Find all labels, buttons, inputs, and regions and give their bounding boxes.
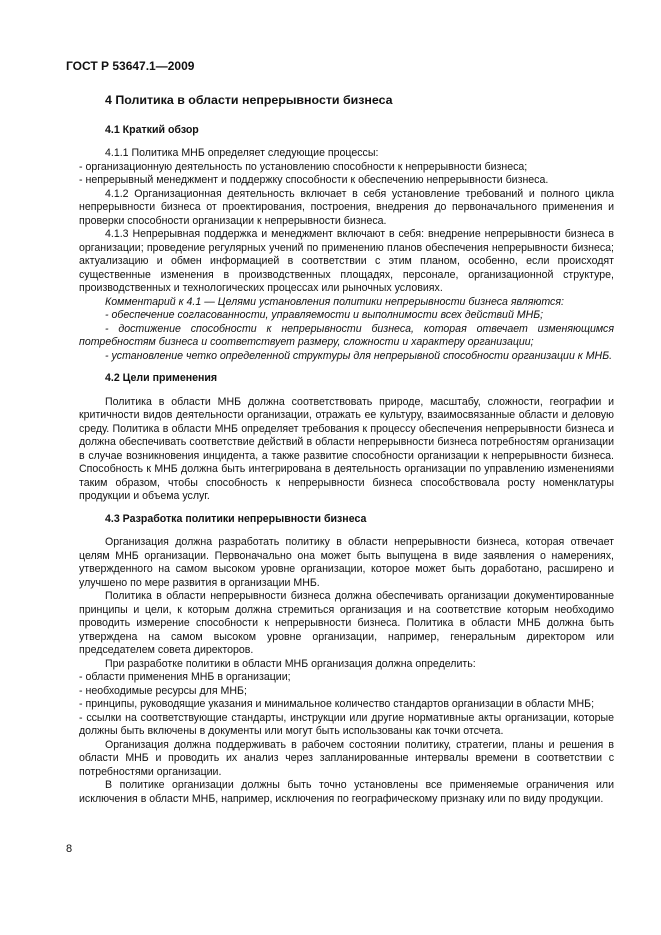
list-item: - ссылки на соответствующие стандарты, инструкции или другие нормативные акты организации, которые должны быть включены в документы или могут быть использованы как точки отсчета.	[79, 711, 614, 737]
paragraph: Политика в области МНБ должна соответствовать природе, масштабу, сложности, географии и критичности видов деятельности организации, отражать ее культуру, взаимосвязанные области и деловую среду. Политика в области МНБ определяет требования к процессу обеспечения непрерывности бизнеса и должна обеспечивать соответствие действий в области непрерывности бизнеса потребностям организации в случае возникновения инцидента, а также развитие способности организации к непрерывности бизнеса. Способность к МНБ должна быть интегрирована в деятельность организации по управлению изменениями таким образом, чтобы способность к непрерывности бизнеса способствовала росту номенклатуры продукции и объема услуг.	[79, 395, 614, 502]
paragraph: В политике организации должны быть точно установлены все применяемые ограничения или исключения в области МНБ, например, исключения по географическому признаку или по виду продукции.	[79, 779, 614, 805]
section-4-title: 4 Политика в области непрерывности бизнеса	[105, 93, 393, 107]
comment-item: - установление четко определенной структуры для непрерывной способности организации к МНБ.	[105, 349, 613, 362]
comment-item: - обеспечение согласованности, управляемости и выполнимости всех действий МНБ;	[105, 309, 544, 321]
document-header: ГОСТ Р 53647.1—2009	[66, 59, 195, 73]
paragraph: 4.1.2 Организационная деятельность включает в себя установление требований и полного цикла непрерывности бизнеса от проектирования, построения, внедрения до первоначального применения и проверки способности организации к непрерывности бизнеса.	[79, 187, 614, 227]
paragraph: 4.1.3 Непрерывная поддержка и менеджмент включают в себя: внедрение непрерывности бизнеса в организации; проведение регулярных учений по применению планов обеспечения непрерывности бизнеса; актуализацию и обмен информацией в соответствии с этим планом, особенно, если происходят существенные изменения в производственных площадях, персонале, организационной структуре, производственных и технологических процессах или рыночных условиях.	[79, 228, 614, 294]
list-item: - области применения МНБ в организации;	[79, 671, 291, 683]
comment-title: Комментарий к 4.1 — Целями установления политики непрерывности бизнеса являются:	[105, 295, 564, 308]
section-4-1-title: 4.1 Краткий обзор	[105, 123, 199, 136]
paragraph: При разработке политики в области МНБ организация должна определить:	[105, 657, 476, 670]
section-4-3-title: 4.3 Разработка политики непрерывности бизнеса	[105, 512, 367, 525]
section-4-2-title: 4.2 Цели применения	[105, 372, 218, 384]
paragraph: 4.1.1 Политика МНБ определяет следующие процессы:	[105, 147, 379, 159]
list-item: - принципы, руководящие указания и минимальное количество стандартов организации в области МНБ;	[79, 698, 595, 710]
page-content	[79, 88, 614, 806]
list-item: - непрерывный менеджмент и поддержку способности к обеспечению непрерывности бизнеса.	[79, 174, 549, 186]
list-item: - организационную деятельность по установлению способности к непрерывности бизнеса;	[79, 160, 528, 173]
comment-item: - достижение способности к непрерывности бизнеса, которая отвечает изменяющимся потребностям бизнеса и соответствует размеру, сложности и характеру организации;	[79, 322, 614, 348]
paragraph: Организация должна поддерживать в рабочем состоянии политику, стратегии, планы и решения в области МНБ и проводить их анализ через запланированные интервалы времени в соответствии с потребностями организации.	[79, 738, 614, 778]
page-number: 8	[66, 843, 73, 855]
paragraph: Политика в области непрерывности бизнеса должна обеспечивать организации документированные принципы и цели, к которым должна стремиться организация и на соответствие которым необходимо проводить измерение способности к непрерывности бизнеса. Политика в области МНБ должна быть утверждена на самом высоком уровне организации, например, генеральным директором или председателем совета директоров.	[79, 590, 614, 656]
paragraph: Организация должна разработать политику в области непрерывности бизнеса, которая отвечает целям МНБ организации. Первоначально она может быть выпущена в виде заявления о намерениях, утвержденного на самом высоком уровне организации, которое может быть доработано, расширено и улучшено по мере развития в организации МНБ.	[79, 536, 614, 589]
list-item: - необходимые ресурсы для МНБ;	[79, 684, 247, 697]
